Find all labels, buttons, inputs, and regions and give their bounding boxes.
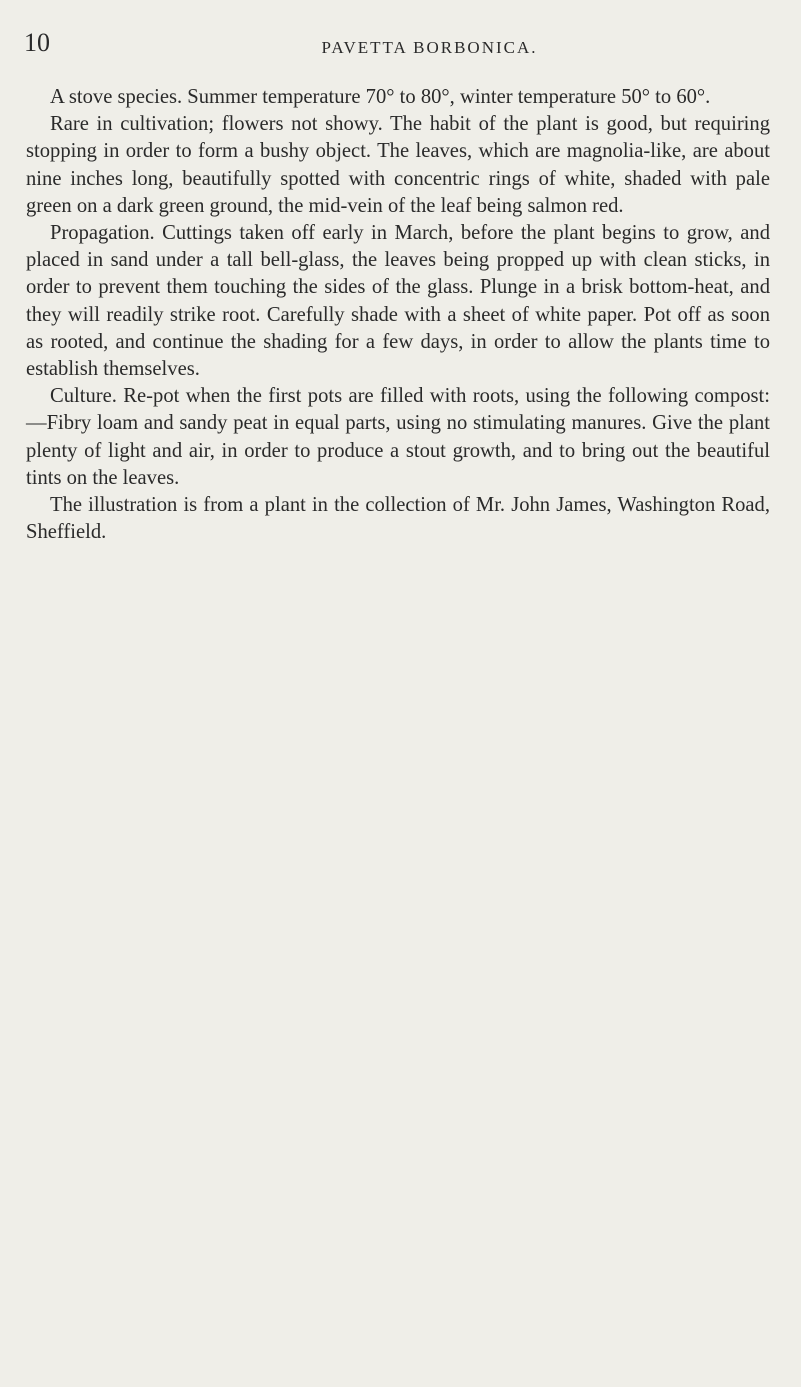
- paragraph-description: Rare in cultivation; flowers not showy. The habit of the plant is good, but requiring stopping in order to form a bushy object. The leaves, which are magnolia-like, are about nine inches long, beautifully spotted with concentric rings of white, shaded with pale green on a dark green ground, the mid-vein of the leaf being salmon red.: [26, 113, 770, 217]
- paragraph-propagation: Propagation. Cuttings taken off early in March, before the plant begins to grow, and placed in sand under a tall bell-glass, the leaves being propped up with clean sticks, in order to prevent them touching the sides of the glass. Plunge in a brisk bottom-heat, and they will readily strike root. Carefully shade with a sheet of white paper. Pot off as soon as rooted, and continue the shading for a few days, in order to allow the plants time to establish themselves.: [26, 222, 770, 381]
- page-number: 10: [24, 28, 50, 57]
- body-text: [26, 84, 770, 546]
- paragraph-temperature: A stove species. Summer temperature 70° to 80°, winter temperature 50° to 60°.: [50, 86, 711, 108]
- running-title: PAVETTA BORBONICA.: [321, 38, 538, 57]
- paragraph-illustration-credit: The illustration is from a plant in the collection of Mr. John James, Washington Road, Sheffield.: [26, 494, 770, 544]
- paragraph-culture: Culture. Re-pot when the first pots are filled with roots, using the following compost:—Fibry loam and sandy peat in equal parts, using no stimulating manures. Give the plant plenty of light and air, in order to produce a stout growth, and to bring out the beautiful tints on the leaves.: [26, 385, 770, 489]
